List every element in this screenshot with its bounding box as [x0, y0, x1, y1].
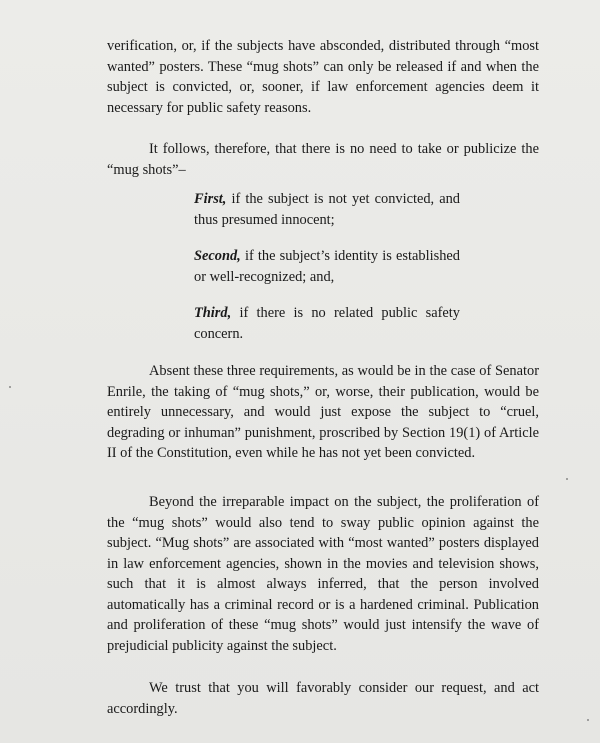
paragraph-closing	[107, 678, 539, 719]
paragraph-verification	[107, 36, 539, 118]
condition-text: if the subject’s identity is established or well-recognized; and,	[194, 248, 460, 285]
condition-text: if the subject is not yet convicted, and thus presumed innocent;	[194, 191, 460, 228]
paragraph-it-follows	[107, 139, 539, 180]
condition-first	[194, 189, 460, 230]
paragraph-text: Beyond the irreparable impact on the subject, the proliferation of the “mug shots” would also tend to sway public opinion against the subject. “Mug shots” are associated with “most wanted” posters displayed in law enforcement agencies, shown in the movies and television shows, such that it is almost always inferred, that the person involved automatically has a criminal record or is a hardened criminal. Publication and proliferation of these “mug shots” would just intensify the wave of prejudicial publicity against the subject.	[107, 494, 539, 654]
scan-speck	[587, 719, 589, 721]
paragraph-text: Absent these three requirements, as would be in the case of Senator Enrile, the taking of “mug shots,” or, worse, their publication, would be entirely unnecessary, and would just expose the subject to “cruel, degrading or inhuman” punishment, proscribed by Section 19(1) of Article II of the Constitution, even while he has not yet been convicted.	[107, 363, 539, 461]
condition-label: First,	[194, 191, 227, 207]
paragraph-text: verification, or, if the subjects have absconded, distributed through “most wanted” posters. These “mug shots” can only be released if and when the subject is convicted, or, sooner, if law enforcement agencies deem it necessary for public safety reasons.	[107, 38, 539, 116]
paragraph-text: It follows, therefore, that there is no need to take or publicize the “mug shots”–	[107, 141, 539, 178]
condition-third	[194, 303, 460, 344]
condition-label: Third,	[194, 305, 232, 321]
condition-text: if there is no related public safety concern.	[194, 305, 460, 342]
paragraph-absent-requirements	[107, 361, 539, 464]
paragraph-beyond-impact	[107, 492, 539, 656]
scan-speck	[566, 478, 568, 480]
paragraph-text: We trust that you will favorably consider our request, and act accordingly.	[107, 680, 539, 717]
condition-second	[194, 246, 460, 287]
scan-speck	[9, 386, 11, 388]
condition-label: Second,	[194, 248, 241, 264]
